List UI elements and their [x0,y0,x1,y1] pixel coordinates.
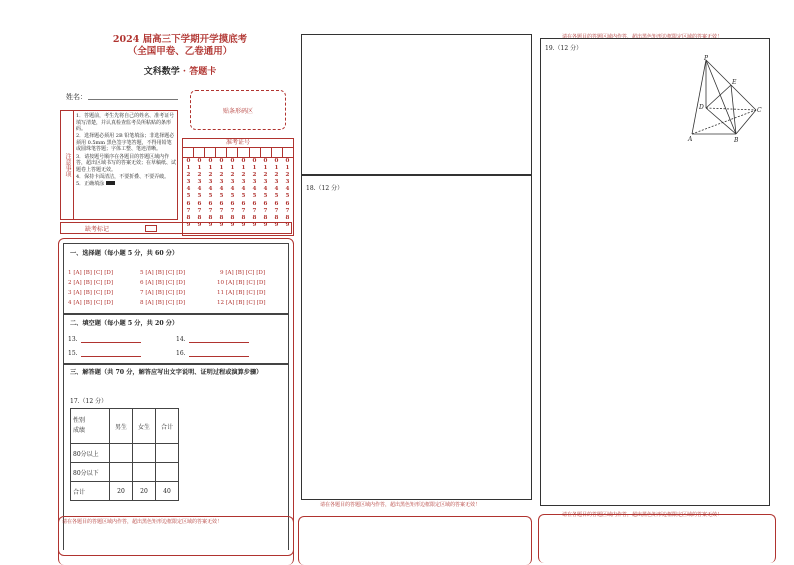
exam-number-box[interactable] [238,148,249,157]
digit-bubble[interactable]: 5 [252,193,257,200]
digit-bubble[interactable]: 7 [219,207,224,214]
digit-bubble[interactable]: 7 [252,207,257,214]
digit-bubble[interactable]: 4 [186,186,191,193]
absent-checkbox[interactable] [145,225,157,232]
name-label: 姓名： [66,93,87,101]
digit-bubble[interactable]: 2 [241,172,246,179]
label-C: C [757,107,762,114]
exam-number-boxes [183,148,293,158]
digit-bubble[interactable]: 3 [274,179,279,186]
digit-bubble[interactable]: 1 [263,165,268,172]
notice-item: 4．保持卡面清洁，不要折叠、不要弄破。 [76,173,170,180]
digit-bubble[interactable]: 8 [230,214,235,221]
digit-bubble[interactable]: 4 [252,186,257,193]
q17-continued-panel [301,34,532,176]
exam-number-box[interactable] [272,148,283,157]
digit-column [227,158,238,229]
exam-number-box[interactable] [283,148,293,157]
absent-mark-row [60,222,292,234]
label-A: A [688,136,693,143]
exam-title-line2: （全国甲卷、乙卷通用） [127,46,233,57]
digit-bubble[interactable]: 4 [219,186,224,193]
filled-mark-example [106,181,115,185]
question-17-label: 17.（12 分） [70,398,108,405]
digit-bubble[interactable]: 2 [219,172,224,179]
digit-bubble[interactable]: 0 [219,158,224,164]
digit-bubble[interactable]: 1 [219,165,224,172]
edge-PB [706,60,736,134]
choice-q11[interactable]: 11 [A] [B] [C] [D] [217,290,266,296]
exam-title-line1: 2024 届高三下学期开学摸底考 [112,34,248,45]
digit-bubble[interactable]: 9 [285,221,290,228]
digit-bubble[interactable]: 9 [208,221,213,228]
choice-q5[interactable]: 5 [A] [B] [C] [D] [140,270,186,276]
digit-bubble[interactable]: 5 [230,193,235,200]
warning-right-top: 请在各题目的答题区域内作答，超出黑色矩形边框限定区域的答案无效！ [562,34,723,40]
choice-q4[interactable]: 4 [A] [B] [C] [D] [68,300,114,306]
digit-bubble[interactable]: 4 [197,186,202,193]
notice-side-label: 注意事项 [61,111,74,219]
digit-bubble[interactable]: 3 [219,179,224,186]
row-label: 合计 [71,482,110,501]
label-B: B [734,137,739,144]
digit-column [183,158,194,229]
digit-bubble[interactable]: 2 [274,172,279,179]
digit-bubble[interactable]: 1 [241,165,246,172]
continuation-box-right [538,514,776,563]
digit-bubble[interactable]: 4 [241,186,246,193]
digit-bubble[interactable]: 1 [274,165,279,172]
digit-bubble[interactable]: 4 [274,186,279,193]
digit-bubble[interactable]: 8 [285,214,290,221]
digit-bubble[interactable]: 5 [197,193,202,200]
digit-bubble[interactable]: 5 [186,193,191,200]
digit-bubble[interactable]: 8 [274,214,279,221]
digit-bubble[interactable]: 7 [197,207,202,214]
choice-q10[interactable]: 10 [A] [B] [C] [D] [217,280,266,286]
digit-bubble[interactable]: 9 [219,221,224,228]
digit-bubble[interactable]: 4 [263,186,268,193]
barcode-label: 贴条形码区 [222,107,253,115]
digit-bubble[interactable]: 2 [252,172,257,179]
digit-bubble[interactable]: 3 [186,179,191,186]
question-19-label: 19.（12 分） [545,45,583,52]
digit-bubble[interactable]: 0 [208,158,213,164]
digit-bubble[interactable]: 6 [208,200,213,207]
digit-bubble[interactable]: 6 [252,200,257,207]
q17-table [70,408,179,501]
blank-15-label: 15. [68,350,78,357]
digit-bubble[interactable]: 6 [186,200,191,207]
choice-q12[interactable]: 12 [A] [B] [C] [D] [217,300,266,306]
digit-column [271,158,282,229]
multiple-choice-section [63,243,289,315]
digit-bubble[interactable]: 0 [241,158,246,164]
exam-number-box[interactable] [216,148,227,157]
choice-q6[interactable]: 6 [A] [B] [C] [D] [140,280,186,286]
choice-q8[interactable]: 8 [A] [B] [C] [D] [140,300,186,306]
table-corner-cell [71,409,110,444]
digit-column [260,158,271,229]
exam-number-box[interactable] [261,148,272,157]
subject-label: 文科数学 [143,67,180,77]
edge-DB [706,108,736,134]
digit-bubble[interactable]: 1 [285,165,290,172]
digit-bubble[interactable]: 9 [186,221,191,228]
exam-number-box[interactable] [194,148,205,157]
blank-13[interactable] [68,336,141,343]
table-cell: 20 [110,482,133,501]
digit-bubble[interactable]: 9 [252,221,257,228]
digit-bubble[interactable]: 7 [186,207,191,214]
digit-bubble[interactable]: 8 [197,214,202,221]
name-field[interactable] [88,99,178,100]
digit-bubble[interactable]: 6 [219,200,224,207]
digit-column [216,158,227,229]
digit-bubble[interactable]: 2 [230,172,235,179]
section3-title: 三、解答题（共 70 分，解答应写出文字说明、证明过程或演算步骤） [70,369,263,376]
digit-column [249,158,260,229]
barcode-area [190,90,286,130]
digit-bubble[interactable]: 5 [285,193,290,200]
blank-14-label: 14. [176,336,186,343]
absent-label: 缺考标记 [85,226,110,233]
digit-bubble[interactable]: 4 [285,186,290,193]
digit-bubble[interactable]: 7 [285,207,290,214]
digit-bubble[interactable]: 0 [274,158,279,164]
digit-bubble[interactable]: 5 [208,193,213,200]
digit-bubble[interactable]: 1 [252,165,257,172]
digit-bubble[interactable]: 5 [241,193,246,200]
digit-bubble[interactable]: 1 [208,165,213,172]
table-cell[interactable] [110,444,133,463]
choice-q2[interactable]: 2 [A] [B] [C] [D] [68,280,114,286]
choice-q1[interactable]: 1 [A] [B] [C] [D] [68,270,114,276]
header-male: 男生 [110,409,133,444]
digit-bubble[interactable]: 6 [263,200,268,207]
table-row [71,444,179,463]
edge-PA [692,60,706,134]
corner-top-label: 性别 [73,417,86,424]
digit-bubble[interactable]: 7 [241,207,246,214]
section2-title: 二、填空题（每小题 5 分，共 20 分） [70,320,179,327]
digit-bubble[interactable]: 0 [230,158,235,164]
digit-bubble[interactable]: 5 [219,193,224,200]
table-cell[interactable] [133,444,156,463]
digit-bubble[interactable]: 7 [208,207,213,214]
digit-bubble[interactable]: 0 [197,158,202,164]
digit-bubble[interactable]: 8 [219,214,224,221]
notice-item: 3．请按题号顺序在各题目的答题区域内作答，超出区域书写的答案无效；在草稿纸、试题卷上答题无效。 [76,153,177,173]
table-cell[interactable] [156,444,179,463]
card-subtitle [60,64,300,77]
digit-bubbles [183,158,293,229]
digit-column [205,158,216,229]
subtitle-separator: · [182,67,187,77]
digit-column [194,158,205,229]
continuation-box-middle [298,516,532,565]
table-cell: 20 [133,482,156,501]
exam-number-label: 准考证号 [183,139,293,148]
table-row [71,482,179,501]
question-18-label: 18.（12 分） [306,185,344,192]
digit-bubble[interactable]: 3 [285,179,290,186]
digit-bubble[interactable]: 9 [197,221,202,228]
exam-number-box[interactable] [250,148,261,157]
digit-bubble[interactable]: 2 [186,172,191,179]
digit-bubble[interactable]: 3 [197,179,202,186]
digit-bubble[interactable]: 6 [241,200,246,207]
exam-title [60,34,300,58]
digit-bubble[interactable]: 3 [241,179,246,186]
blank-16[interactable] [176,350,249,357]
choice-q7[interactable]: 7 [A] [B] [C] [D] [140,290,186,296]
edge-ED [706,85,731,108]
notice-item-5-text: 5．正确填涂 [76,180,105,187]
notice-item: 1．答题前，考生先将自己的姓名、准考证号填写清楚，并认真检查监考员所粘贴的条形码。 [76,113,175,133]
card-label: 答题卡 [189,67,217,77]
corner-bottom-label: 成绩 [73,427,86,434]
digit-bubble[interactable]: 9 [241,221,246,228]
table-cell[interactable] [133,463,156,482]
digit-bubble[interactable]: 7 [274,207,279,214]
table-header-row [71,409,179,444]
row-label: 80分以下 [71,463,110,482]
blank-13-line [81,342,141,343]
blank-13-label: 13. [68,336,78,343]
header-total: 合计 [156,409,179,444]
choice-q9[interactable]: 9 [A] [B] [C] [D] [220,270,266,276]
label-E: E [732,79,737,86]
section1-title: 一、选择题（每小题 5 分，共 60 分） [70,250,179,257]
digit-bubble[interactable]: 8 [241,214,246,221]
warning-middle: 请在各题目的答题区域内作答，超出黑色矩形边框限定区域的答案无效！ [320,502,481,508]
q18-panel [301,174,532,500]
digit-bubble[interactable]: 2 [263,172,268,179]
digit-bubble[interactable]: 4 [208,186,213,193]
row-label: 80分以上 [71,444,110,463]
notice-item-5 [76,181,176,188]
digit-column [238,158,249,229]
digit-bubble[interactable]: 8 [263,214,268,221]
digit-column [282,158,293,229]
digit-bubble[interactable]: 0 [285,158,290,164]
digit-bubble[interactable]: 8 [208,214,213,221]
notice-box [60,110,178,220]
digit-bubble[interactable]: 9 [230,221,235,228]
notice-item: 2．选择题必须用 2B 铅笔填涂；非选择题必须用 0.5mm 黑色签字笔答题，不得用铅笔或圆珠笔答题；字体工整、笔迹清晰。 [76,133,175,153]
digit-bubble[interactable]: 1 [230,165,235,172]
digit-bubble[interactable]: 7 [230,207,235,214]
digit-bubble[interactable]: 6 [274,200,279,207]
exam-number-box[interactable] [227,148,238,157]
digit-bubble[interactable]: 2 [285,172,290,179]
digit-bubble[interactable]: 3 [263,179,268,186]
blank-16-label: 16. [176,350,186,357]
digit-bubble[interactable]: 3 [252,179,257,186]
header-female: 女生 [133,409,156,444]
digit-bubble[interactable]: 2 [197,172,202,179]
fill-blank-section [63,313,289,365]
digit-bubble[interactable]: 0 [252,158,257,164]
digit-bubble[interactable]: 5 [274,193,279,200]
digit-bubble[interactable]: 3 [230,179,235,186]
edge-DC [706,108,756,110]
digit-bubble[interactable]: 8 [252,214,257,221]
digit-bubble[interactable]: 3 [208,179,213,186]
answer-area [58,238,294,556]
digit-bubble[interactable]: 9 [274,221,279,228]
digit-bubble[interactable]: 6 [285,200,290,207]
blank-14[interactable] [176,336,249,343]
table-cell: 40 [156,482,179,501]
digit-bubble[interactable]: 1 [186,165,191,172]
warning-right-bottom: 请在各题目的答题区域内作答，超出黑色矩形边框限定区域的答案无效！ [562,512,723,518]
digit-bubble[interactable]: 9 [263,221,268,228]
label-D: D [699,104,704,111]
pyramid-figure [684,54,768,146]
blank-16-line [189,356,249,357]
exam-number-box[interactable] [183,148,194,157]
table-row [71,463,179,482]
digit-bubble[interactable]: 6 [197,200,202,207]
digit-bubble[interactable]: 5 [263,193,268,200]
digit-bubble[interactable]: 4 [230,186,235,193]
label-P: P [704,55,709,62]
digit-bubble[interactable]: 7 [263,207,268,214]
blank-14-line [189,342,249,343]
table-cell[interactable] [110,463,133,482]
digit-bubble[interactable]: 0 [263,158,268,164]
notice-items [76,113,176,188]
exam-number-box[interactable] [205,148,216,157]
digit-bubble[interactable]: 6 [230,200,235,207]
blank-15-line [81,356,141,357]
digit-bubble[interactable]: 1 [197,165,202,172]
digit-bubble[interactable]: 2 [208,172,213,179]
digit-bubble[interactable]: 0 [186,158,191,164]
table-cell[interactable] [156,463,179,482]
warning-left-bottom: 请在各题目的答题区域内作答，超出黑色矩形边框限定区域的答案无效！ [62,519,223,525]
choice-q3[interactable]: 3 [A] [B] [C] [D] [68,290,114,296]
blank-15[interactable] [68,350,141,357]
digit-bubble[interactable]: 8 [186,214,191,221]
